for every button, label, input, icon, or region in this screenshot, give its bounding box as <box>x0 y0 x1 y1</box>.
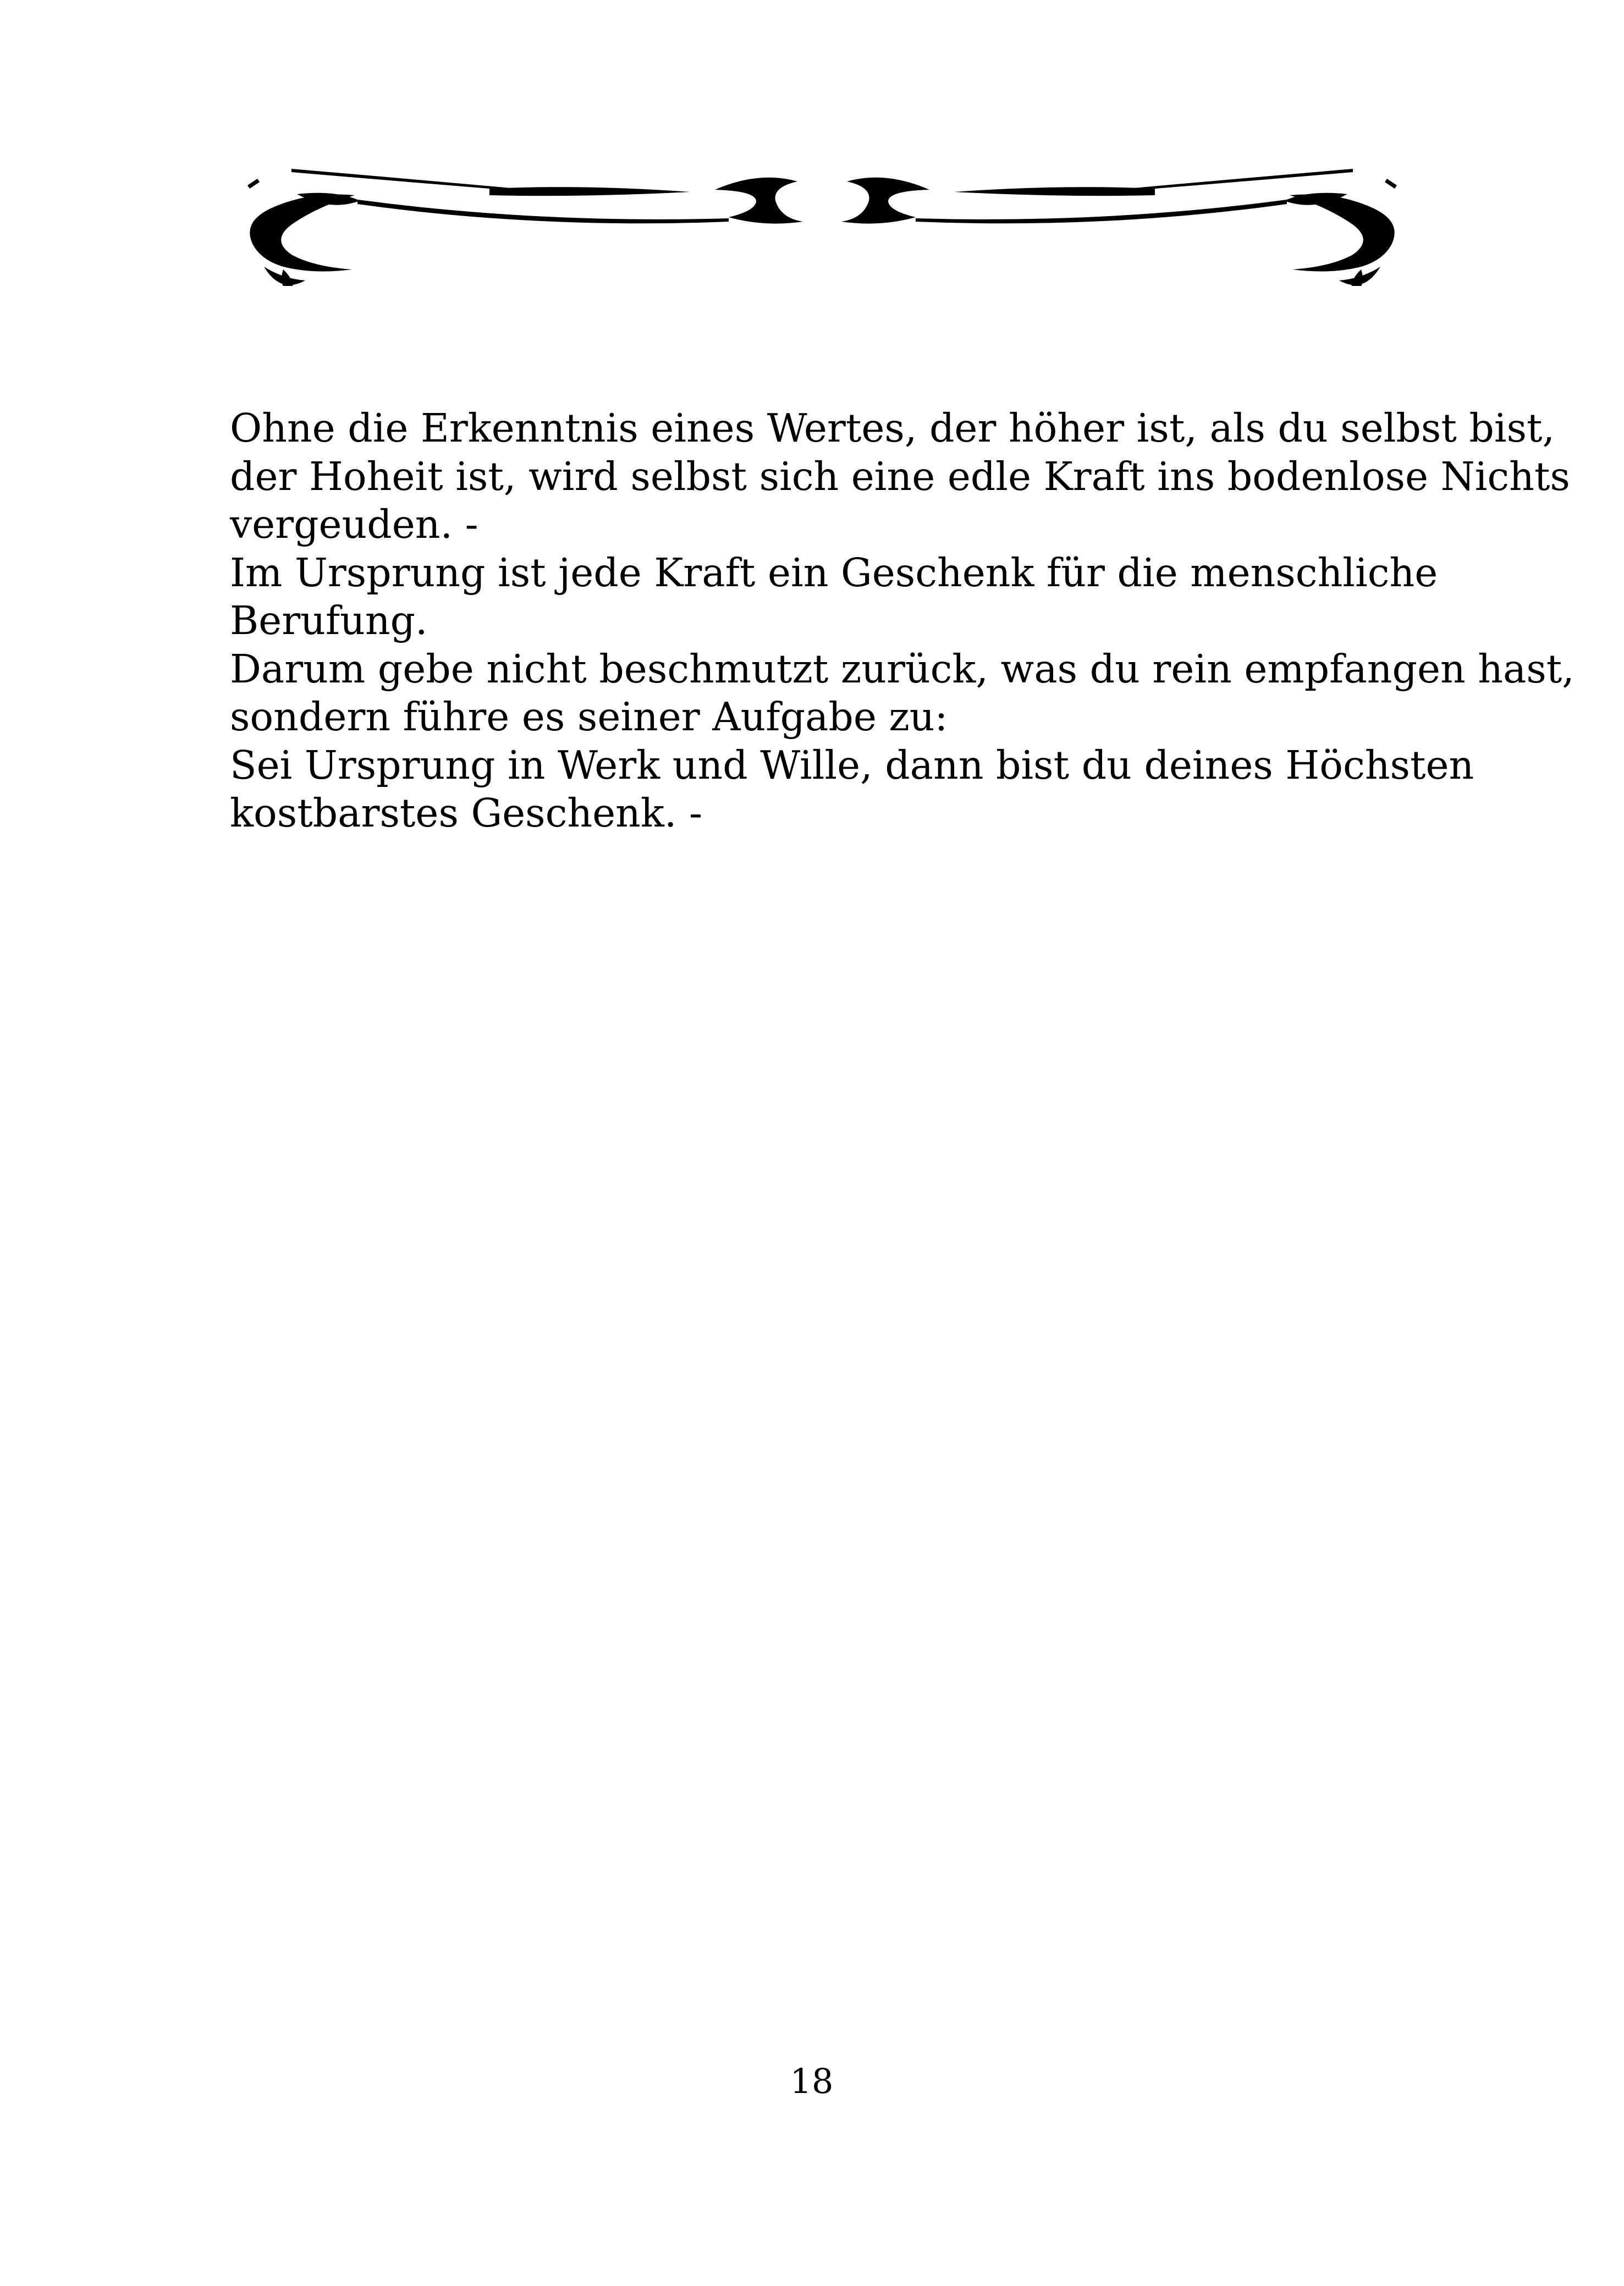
text-line: Im Ursprung ist jede Kraft ein Geschenk für die menschliche <box>230 549 1438 596</box>
text-line: sondern führe es seiner Aufgabe zu: <box>230 694 948 740</box>
text-line: vergeuden. - <box>230 502 478 547</box>
text-line: Sei Ursprung in Werk und Wille, dann bist du deines Höchsten <box>230 742 1474 788</box>
text-line: Darum gebe nicht beschmutzt zurück, was du rein empfangen hast, <box>230 646 1575 692</box>
text-line: kostbarstes Geschenk. - <box>230 790 703 836</box>
page-number: 18 <box>790 2061 834 2101</box>
text-line: der Hoheit ist, wird selbst sich eine edle Kraft ins bodenlose Nichts <box>230 453 1570 499</box>
header-ornament-icon <box>231 157 1413 286</box>
body-text <box>230 404 1575 838</box>
text-line: Ohne die Erkenntnis eines Wertes, der höher ist, als du selbst bist, <box>230 405 1555 451</box>
text-line: Berufung. <box>230 598 428 643</box>
